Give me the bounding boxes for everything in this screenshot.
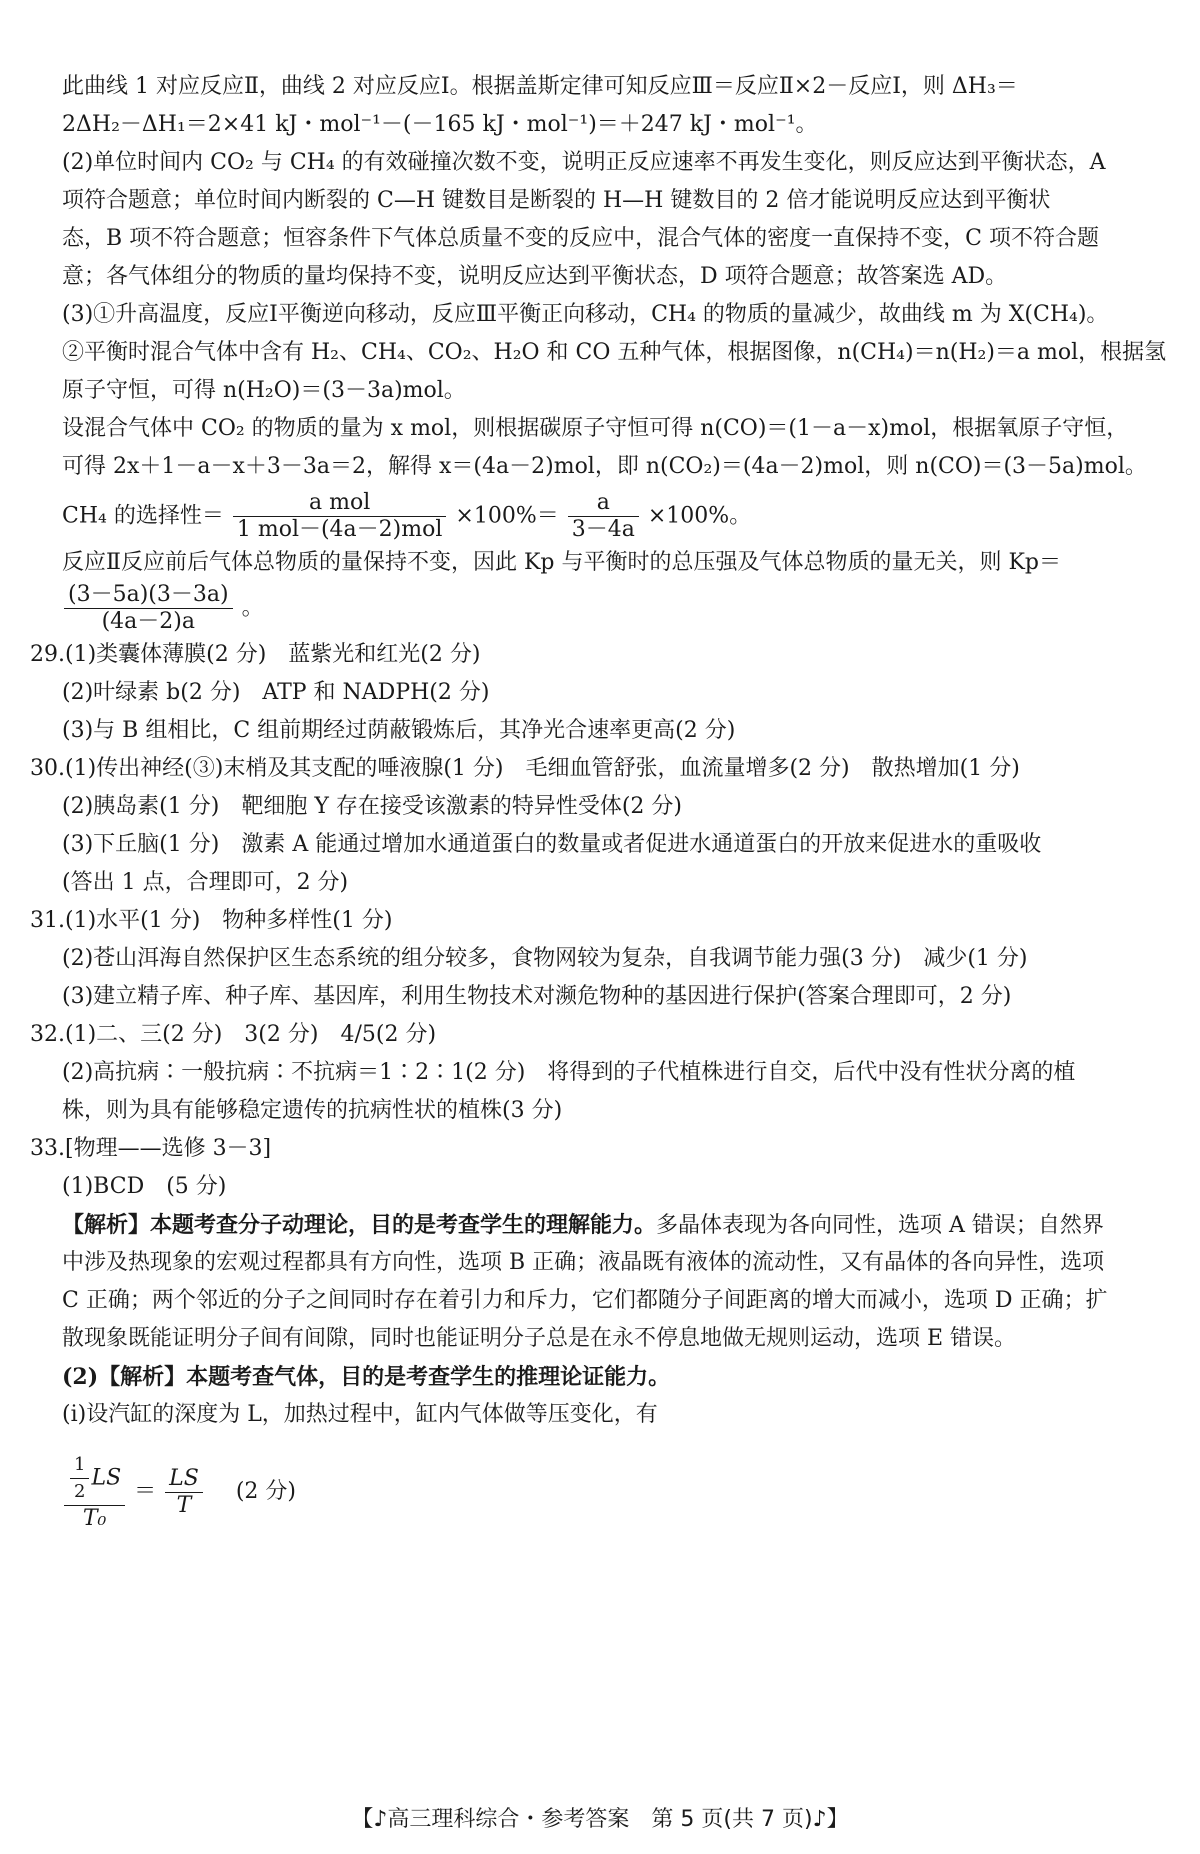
text-line: 中涉及热现象的宏观过程都具有方向性，选项 B 正确；液晶既有液体的流动性，又有晶体的各向异性，选项 xyxy=(62,1250,1105,1275)
fraction-numerator: (3－5a)(3－3a) xyxy=(64,582,233,609)
text-line: ②平衡时混合气体中含有 H₂、CH₄、CO₂、H₂O 和 CO 五种气体，根据图像，n(CH₄)＝n(H₂)＝a mol，根据氢 xyxy=(62,340,1167,365)
text-line: 原子守恒，可得 n(H₂O)＝(3－3a)mol。 xyxy=(62,378,466,403)
text-line: 态，B 项不符合题意；恒容条件下气体总质量不变的反应中，混合气体的密度一直保持不变，C 项不符合题 xyxy=(62,226,1099,251)
text-line: C 正确；两个邻近的分子之间同时存在着引力和斥力，它们都随分子间距离的增大而减小，选项 D 正确；扩 xyxy=(62,1288,1108,1313)
score-label: (2 分) xyxy=(235,1479,297,1504)
text-line: 项符合题意；单位时间内断裂的 C—H 键数目是断裂的 H—H 键数目的 2 倍才能说明反应达到平衡状 xyxy=(62,188,1051,213)
fraction-numerator: 1 xyxy=(70,1452,89,1479)
text-line: 反应Ⅱ反应前后气体总物质的量保持不变，因此 Kp 与平衡时的总压强及气体总物质的量无关，则 Kp＝ xyxy=(62,550,1061,575)
text-line: (ⅰ)设汽缸的深度为 L，加热过程中，缸内气体做等压变化，有 xyxy=(62,1402,658,1427)
answer-32-2-cont: 株，则为具有能够稳定遗传的抗病性状的植株(3 分) xyxy=(62,1098,563,1123)
fraction-denominator: 1 mol－(4a－2)mol xyxy=(236,517,443,542)
answer-31-1: 31.(1)水平(1 分) 物种多样性(1 分) xyxy=(30,908,393,933)
equation-right-fraction xyxy=(165,1466,203,1519)
text-line: (2)单位时间内 CO₂ 与 CH₄ 的有效碰撞次数不变，说明正反应速率不再发生变化，则反应达到平衡状态，A xyxy=(62,150,1106,175)
text-line: 此曲线 1 对应反应Ⅱ，曲线 2 对应反应Ⅰ。根据盖斯定律可知反应Ⅲ＝反应Ⅱ×2－反应Ⅰ，则 ΔH₃＝ xyxy=(62,74,1018,99)
analysis-text: 多晶体表现为各向同性，选项 A 错误；自然界 xyxy=(656,1213,1104,1238)
answer-31-2: (2)苍山洱海自然保护区生态系统的组分较多，食物网较为复杂，自我调节能力强(3 分) 减少(1 分) xyxy=(62,946,1028,971)
answer-30-1: 30.(1)传出神经(③)末梢及其支配的唾液腺(1 分) 毛细血管舒张，血流量增多(2 分) 散热增加(1 分) xyxy=(30,756,1020,781)
analysis-paragraph xyxy=(62,1210,1104,1241)
text-line: 2ΔH₂－ΔH₁＝2×41 kJ・mol⁻¹－(－165 kJ・mol⁻¹)＝＋247 kJ・mol⁻¹。 xyxy=(62,112,818,137)
gas-equation xyxy=(62,1452,296,1532)
selectivity-fraction-1 xyxy=(233,490,447,543)
half-fraction xyxy=(70,1452,89,1505)
text-line: 设混合气体中 CO₂ 的物质的量为 x mol，则根据碳原子守恒可得 n(CO)＝(1－a－x)mol，根据氧原子守恒， xyxy=(62,416,1129,441)
analysis-label: 【解析】本题考查分子动理论，目的是考查学生的理解能力。 xyxy=(62,1212,657,1238)
fraction-numerator: LS xyxy=(165,1466,203,1493)
selectivity-equation xyxy=(62,490,751,543)
answer-32-1: 32.(1)二、三(2 分) 3(2 分) 4/5(2 分) xyxy=(30,1022,437,1047)
kp-fraction xyxy=(64,582,233,635)
fraction-denominator: T xyxy=(176,1492,192,1518)
fraction-denominator: (4a－2)a xyxy=(101,609,195,634)
answer-29-1: 29.(1)类囊体薄膜(2 分) 蓝紫光和红光(2 分) xyxy=(30,642,481,667)
selectivity-fraction-2 xyxy=(568,490,639,543)
answer-31-3: (3)建立精子库、种子库、基因库，利用生物技术对濒危物种的基因进行保护(答案合理即可，2 分) xyxy=(62,984,1012,1009)
fraction-denominator: T₀ xyxy=(82,1506,107,1531)
analysis-2-heading: (2)【解析】本题考查气体，目的是考查学生的推理论证能力。 xyxy=(62,1364,671,1390)
answer-29-2: (2)叶绿素 b(2 分) ATP 和 NADPH(2 分) xyxy=(62,680,490,705)
equation-left-fraction xyxy=(64,1452,125,1532)
selectivity-mid: ×100%＝ xyxy=(455,503,559,529)
text-line: 意；各气体组分的物质的量均保持不变，说明反应达到平衡状态，D 项符合题意；故答案选 AD。 xyxy=(62,264,1008,289)
fraction-numerator xyxy=(64,1452,125,1506)
ls-term: LS xyxy=(91,1465,122,1491)
fraction-denominator: 3－4a xyxy=(571,517,635,542)
text-line: (3)①升高温度，反应Ⅰ平衡逆向移动，反应Ⅲ平衡正向移动，CH₄ 的物质的量减少，故曲线 m 为 X(CH₄)。 xyxy=(62,302,1109,327)
kp-end: 。 xyxy=(241,595,264,621)
selectivity-end: ×100%。 xyxy=(647,503,752,529)
text-line: 可得 2x＋1－a－x＋3－3a＝2，解得 x＝(4a－2)mol，即 n(CO₂)＝(4a－2)mol，则 n(CO)＝(3－5a)mol。 xyxy=(62,454,1147,479)
kp-equation xyxy=(62,582,264,635)
answer-30-2: (2)胰岛素(1 分) 靶细胞 Y 存在接受该激素的特异性受体(2 分) xyxy=(62,794,682,819)
page-footer: 【♪高三理科综合・参考答案 第 5 页(共 7 页)♪】 xyxy=(351,1807,849,1832)
fraction-numerator: a mol xyxy=(233,490,447,517)
fraction-numerator: a xyxy=(568,490,639,517)
answer-30-3-cont: (答出 1 点，合理即可，2 分) xyxy=(62,870,349,895)
answer-33-heading: 33.[物理——选修 3－3] xyxy=(30,1136,272,1161)
answer-29-3: (3)与 B 组相比，C 组前期经过荫蔽锻炼后，其净光合速率更高(2 分) xyxy=(62,718,736,743)
selectivity-prefix: CH₄ 的选择性＝ xyxy=(62,503,224,529)
answer-32-2: (2)高抗病∶一般抗病∶不抗病＝1∶2∶1(2 分) 将得到的子代植株进行自交，后代中没有性状分离的植 xyxy=(62,1060,1076,1085)
answer-30-3: (3)下丘脑(1 分) 激素 A 能通过增加水通道蛋白的数量或者促进水通道蛋白的开放来促进水的重吸收 xyxy=(62,832,1042,857)
equals-sign: ＝ xyxy=(134,1479,157,1504)
answer-33-1: (1)BCD (5 分) xyxy=(62,1174,227,1199)
fraction-denominator: 2 xyxy=(74,1481,86,1502)
text-line: 散现象既能证明分子间有间隙，同时也能证明分子总是在永不停息地做无规则运动，选项 E 错误。 xyxy=(62,1326,1017,1351)
